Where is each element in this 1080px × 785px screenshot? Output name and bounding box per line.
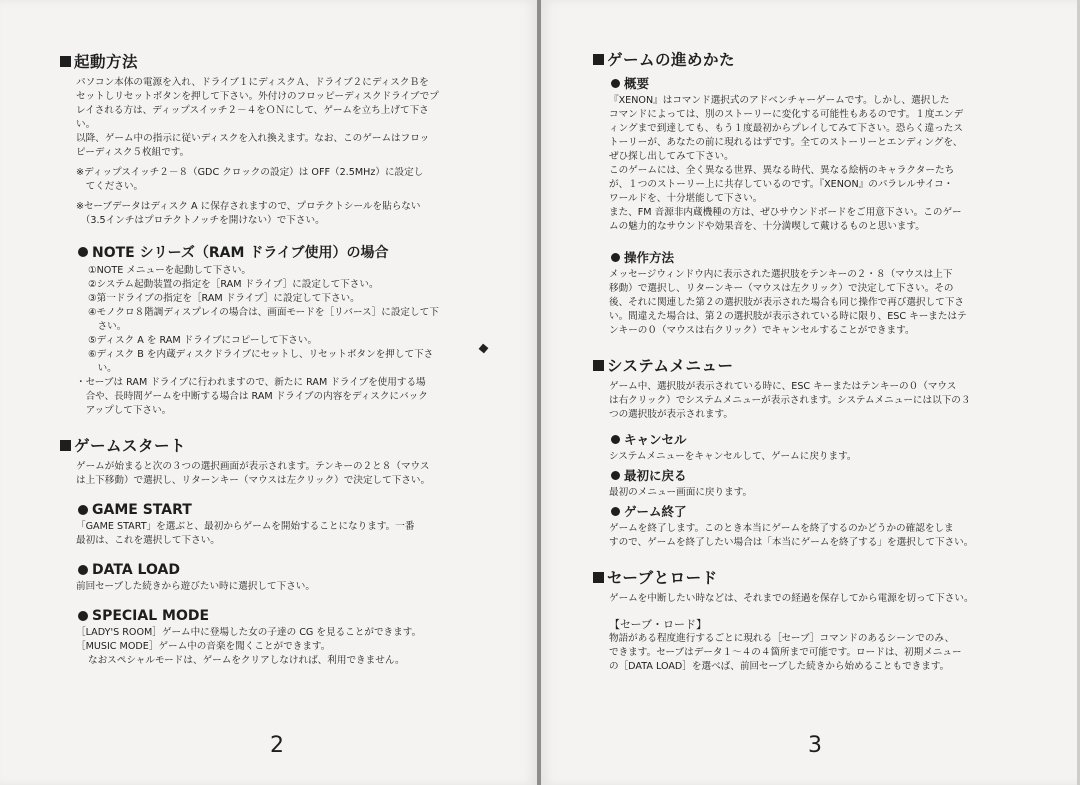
controls-paragraph: メッセージウィンドウ内に表示された選択肢をテンキーの２・８（マウスは上下 移動）で選択し、リターンキー（マウスは左クリック）で決定して下さい。その 後、それに関連した第２の選択肢が表示された場合も同じ操作で再び選択して下さ い。間違えた場合は、第２の選択肢が表示されている時に限り、ESC キーまたはテ ンキーの０（マウスは右クリック）でキャンセルすることができます。 (609, 269, 967, 336)
square-bullet-icon (60, 440, 71, 451)
section-heading-progress: ゲームの進めかた (593, 48, 1033, 70)
left-page-content (60, 50, 492, 668)
save-load-subheading: 【セーブ・ロード】 (609, 618, 708, 631)
overview-paragraph-1: 『XENON』はコマンド選択式のアドベンチャーゲームです。しかし、選択した コマンドによっては、別のストーリーに変化する可能性もあるのです。１度エンデ ィングまで到達しても、もう１度最初からプレイしてみて下さい。恐らく違ったス トーリーが、あなたの前に現れるはずです。全てのストーリーとエンディングを、 ぜひ探し出してみて下さい。 (609, 95, 964, 162)
special-mode-note: なおスペシャルモードは、ゲームをクリアしなければ、利用できません。 (88, 655, 405, 666)
special-mode-music-mode: ［MUSIC MODE］ゲーム中の音楽を聞くことができます。 (76, 641, 331, 652)
return-to-start-text: 最初のメニュー画面に戻ります。 (609, 487, 753, 498)
game-end-text: ゲームを終了します。このとき本当にゲームを終了するのかどうかの確認をしま すので、ゲームを終了したい場合は「本当にゲームを終了する」を選択して下さい。 (609, 523, 974, 548)
left-page (0, 0, 537, 785)
subheading-game-end: ゲーム終了 (611, 502, 1033, 520)
game-start-option-text: 「GAME START」を選ぶと、最初からゲームを開始することになります。一番 最初は、これを選択して下さい。 (76, 521, 415, 546)
right-page (541, 0, 1080, 785)
section-heading-system-menu: システムメニュー (593, 354, 1033, 376)
right-page-content (593, 48, 1033, 674)
bullet-dot-icon (78, 505, 88, 515)
overview-paragraph-3: また、FM 音源非内蔵機種の方は、ぜひサウンドボードをご用意下さい。このゲー ムの魅力的なサウンドや効果音を、十分満喫して戴けるものと思います。 (609, 207, 962, 232)
bullet-dot-icon (611, 435, 620, 444)
boot-note-protect: ※セーブデータはディスク A に保存されますので、プロテクトシールを貼らない （3.5インチはプロテクトノッチを開けない）で下さい。 (76, 201, 421, 226)
page-number-right: 3 (808, 733, 822, 758)
bullet-dot-icon (611, 507, 620, 516)
system-menu-paragraph: ゲーム中、選択肢が表示されている時に、ESC キーまたはテンキーの０（マウス は右クリック）でシステムメニューが表示されます。システムメニューには以下の３ つの選択肢が表示されます。 (609, 381, 971, 420)
save-load-detail: 物語がある程度進行するごとに現れる［セーブ］コマンドのあるシーンでのみ、 できます。セーブはデータ１～４の４箇所まで可能です。ロードは、初期メニュー の［DATA LOAD］を選べば、前回セーブした続きから始めることもできます。 (609, 633, 962, 672)
subheading-controls: 操作方法 (611, 248, 1033, 266)
save-load-paragraph: ゲームを中断したい時などは、それまでの経過を保存してから電源を切って下さい。 (609, 593, 974, 604)
note-series-steps: ①NOTE メニューを起動して下さい。 ②システム起動装置の指定を［RAM ドライブ］に設定して下さい。 ③第一ドライブの指定を［RAM ドライブ］に設定して下さい。 ④モノクロ８階調ディスプレイの場合は、画面モードを［リバース］に設定して下 さい。 ⑤ディスク A を RAM ドライブにコピーして下さい。 ⑥ディスク B を内蔵ディスクドライブにセットし、リセットボタンを押して下さ い。 (88, 265, 439, 374)
square-bullet-icon (593, 54, 604, 65)
subheading-cancel: キャンセル (611, 430, 1033, 448)
note-series-remark: ・セーブは RAM ドライブに行われますので、新たに RAM ドライブを使用する場 合や、長時間ゲームを中断する場合は RAM ドライブの内容をディスクにバック アップして下さい。 (76, 377, 428, 416)
square-bullet-icon (593, 360, 604, 371)
bullet-dot-icon (611, 471, 620, 480)
subheading-special-mode: SPECIAL MODE (78, 608, 492, 624)
data-load-text: 前回セーブした続きから遊びたい時に選択して下さい。 (76, 581, 315, 592)
bullet-dot-icon (611, 253, 620, 262)
game-start-paragraph: ゲームが始まると次の３つの選択画面が表示されます。テンキーの２と８（マウス は上下移動）で選択し、リターンキー（マウスは左クリック）で決定して下さい。 (76, 461, 431, 486)
section-heading-game-start: ゲームスタート (60, 434, 492, 456)
bullet-dot-icon (78, 247, 88, 257)
bullet-dot-icon (611, 79, 620, 88)
section-heading-save-load: セーブとロード (593, 566, 1033, 588)
boot-paragraph-2: 以降、ゲーム中の指示に従いディスクを入れ換えます。なお、このゲームはフロッ ピーディスク５枚組です。 (76, 133, 430, 158)
overview-paragraph-2: このゲームには、全く異なる世界、異なる時代、異なる絵柄のキャラクターたち が、１つのストーリー上に共存しているのです。『XENON』のパラレルサイコ・ ワールドを、十分堪能して下さい。 (609, 165, 955, 204)
cancel-text: システムメニューをキャンセルして、ゲームに戻ります。 (609, 451, 857, 462)
subheading-return-to-start: 最初に戻る (611, 466, 1033, 484)
square-bullet-icon (60, 56, 71, 67)
subheading-note-series: NOTE シリーズ（RAM ドライブ使用）の場合 (78, 242, 492, 262)
boot-note-dipswitch: ※ディップスイッチ２－８（GDC クロックの設定）は OFF（2.5MHz）に設定し てください。 (76, 167, 424, 192)
boot-paragraph-1: パソコン本体の電源を入れ、ドライブ１にディスクＡ、ドライブ２にディスクＢを セットしリセットボタンを押して下さい。外付けのフロッピーディスクドライブでプ レイされる方は、ディップスイッチ２－４をＯＮにして、ゲームを立ち上げて下さ い。 (76, 77, 439, 130)
special-mode-ladys-room: ［LADY'S ROOM］ゲーム中に登場した女の子達の CG を見ることができます。 (76, 627, 422, 638)
page-number-left: 2 (270, 733, 284, 758)
section-heading-boot: 起動方法 (60, 50, 492, 72)
subheading-overview: 概要 (611, 74, 1033, 92)
bullet-dot-icon (78, 565, 88, 575)
subheading-game-start: GAME START (78, 502, 492, 518)
square-bullet-icon (593, 572, 604, 583)
subheading-data-load: DATA LOAD (78, 562, 492, 578)
bullet-dot-icon (78, 611, 88, 621)
